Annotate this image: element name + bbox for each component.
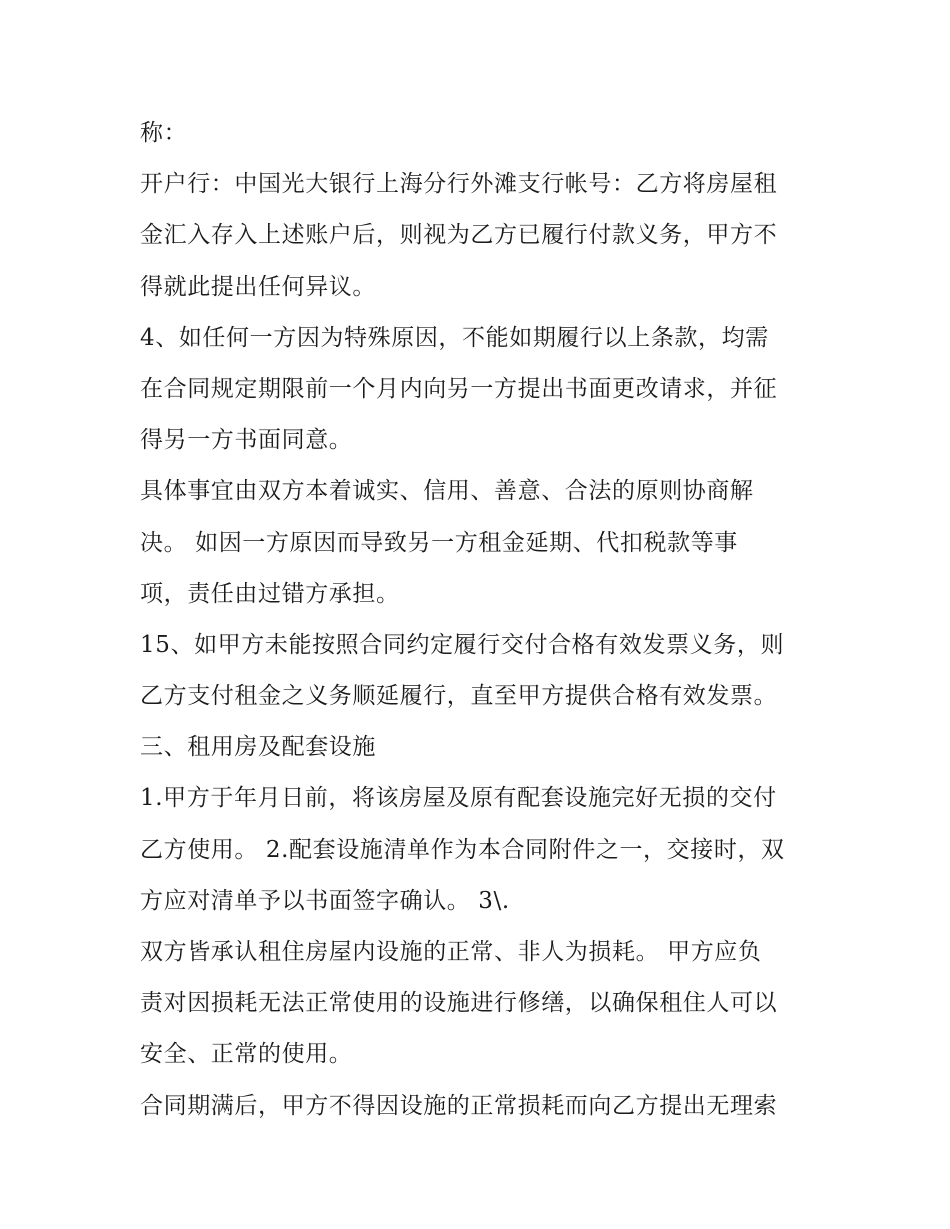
text-line: 具体事宜由双方本着诚实、信用、善意、合法的原则协商解 <box>140 478 754 505</box>
text-line: 乙方使用。 2.配套设施清单作为本合同附件之一，交接时，双 <box>140 836 785 863</box>
text-line: 称： <box>140 120 188 146</box>
section-heading: 三、租用房及配套设施 <box>140 734 376 761</box>
text-line: 决。 如因一方原因而导致另一方租金延期、代扣税款等事 <box>140 529 738 556</box>
text-line: 方应对清单予以书面签字确认。 3\. <box>140 887 510 914</box>
text-line: 1.甲方于年月日前，将该房屋及原有配套设施完好无损的交付 <box>140 785 777 812</box>
text-line: 开户行：中国光大银行上海分行外滩支行帐号：乙方将房屋租 <box>140 171 778 198</box>
text-line: 责对因损耗无法正常使用的设施进行修缮，以确保租住人可以 <box>140 990 778 1017</box>
text-line: 合同期满后，甲方不得因设施的正常损耗而向乙方提出无理索 <box>140 1092 778 1119</box>
text-line: 项，责任由过错方承担。 <box>140 580 400 607</box>
text-line: 15、如甲方未能按照合同约定履行交付合格有效发票义务，则 <box>140 631 785 658</box>
text-line: 在合同规定期限前一个月内向另一方提出书面更改请求，并征 <box>140 375 778 402</box>
text-line: 乙方支付租金之义务顺延履行，直至甲方提供合格有效发票。 <box>140 683 778 710</box>
text-line: 得另一方书面同意。 <box>140 427 353 454</box>
text-line: 金汇入存入上述账户后，则视为乙方已履行付款义务，甲方不 <box>140 222 778 249</box>
text-line: 得就此提出任何异议。 <box>140 273 376 300</box>
contract-text-body <box>140 108 820 1132</box>
text-line: 安全、正常的使用。 <box>140 1041 353 1068</box>
text-line: 双方皆承认租住房屋内设施的正常、非人为损耗。 甲方应负 <box>140 939 762 965</box>
text-line: 4、如任何一方因为特殊原因，不能如期履行以上条款，均需 <box>140 324 769 351</box>
